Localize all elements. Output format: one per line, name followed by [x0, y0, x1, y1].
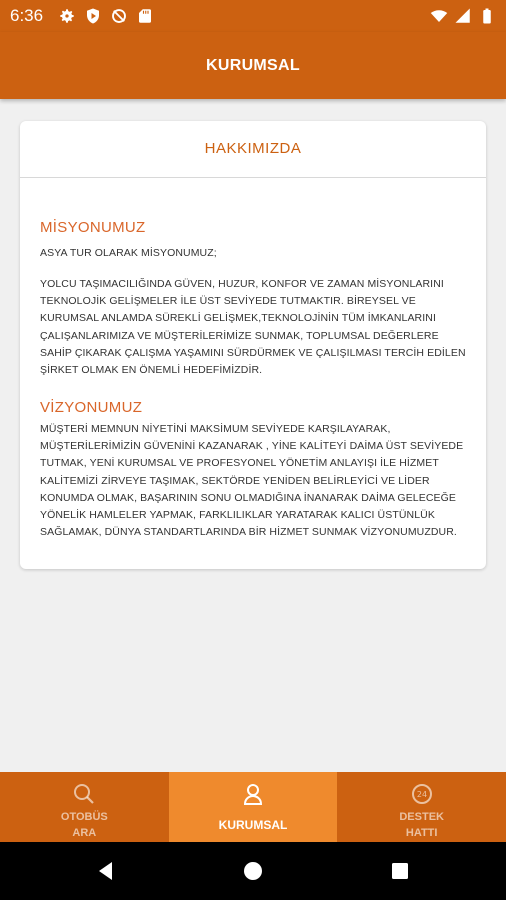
card-title: HAKKIMIZDA [20, 121, 486, 178]
page-title: KURUMSAL [206, 57, 300, 74]
tab-label: DESTEK HATTI [399, 811, 444, 839]
tab-destek-hatti[interactable] [337, 772, 506, 842]
bottom-nav [0, 772, 506, 842]
vision-title: VİZYONUMUZ [40, 399, 143, 416]
support-24-icon [410, 782, 434, 806]
battery-icon [478, 7, 496, 25]
recents-icon[interactable] [390, 861, 410, 881]
tab-kurumsal[interactable] [169, 772, 338, 842]
tab-otobus-ara[interactable] [0, 772, 169, 842]
play-protect-icon [84, 7, 102, 25]
status-time: 6:36 [10, 6, 44, 25]
wifi-icon [430, 7, 448, 25]
home-icon[interactable] [243, 861, 263, 881]
back-icon[interactable] [96, 861, 116, 881]
system-nav-bar [0, 842, 506, 900]
vision-body: MÜŞTERİ MEMNUN NİYETİNİ MAKSİMUM SEVİYEDE KARŞILAYARAK, MÜŞTERİLERİMİZİN GÜVENİNİ KAZANARAK , YİNE KALİTEYİ DAİMA ÜST SEVİYEDE TUTMAK, YENİ KURUMSAL VE PROFESYONEL YÖNETİM ANLAYIŞI İLE HİZMET KALİTEMİZİ ZİRVEYE TAŞIMAK, SEKTÖRDE YENİDEN BELİRLEYİCİ VE LİDER KONUMDA OLMAK, BAŞARININ SONU OLMADIĞINA İNANARAK DAİMA GELECEĞE YÖNELİK HAMLELER YAPMAK, FARKLILIKLAR YARATARAK KALICI ÜSTÜNLÜK SAĞLAMAK, DÜNYA STANDARTLARINDA BİR HİZMET SUNMAK VİZYONUMUZDUR. [40, 423, 464, 539]
search-icon [72, 782, 96, 806]
sd-card-icon [136, 7, 154, 25]
user-icon [241, 782, 265, 806]
cellular-signal-icon [454, 7, 472, 25]
settings-icon [58, 7, 76, 25]
mission-intro: ASYA TUR OLARAK MİSYONUMUZ; [40, 247, 217, 259]
app-bar [0, 32, 506, 99]
mission-body: YOLCU TAŞIMACILIĞINDA GÜVEN, HUZUR, KONFOR VE ZAMAN MİSYONLARINI TEKNOLOJİK GELİŞMELER İLE ÜST SEVİYEDE TUTMAKTIR. BİREYSEL VE KURUMSAL ANLAMDA SÜREKLİ GELİŞMEK,TEKNOLOJİNİN TÜM İMKANLARINI ÇALIŞANLARIMIZA VE MÜŞTERİLERİMİZE SUNMAK, TOPLUMSAL DEĞERLERE SAHİP ÇIKARAK ÇALIŞMA YAŞAMINI SÜRDÜRMEK VE ÇALIŞILMASI TERCİH EDİLEN ŞİRKET OLMAK EN ÖNEMLİ HEDEFİMİZDİR. [40, 278, 466, 377]
tab-label: OTOBÜS ARA [60, 811, 108, 839]
status-bar [0, 0, 506, 32]
mission-title: MİSYONUMUZ [40, 219, 146, 236]
svg-text:24: 24 [416, 790, 427, 799]
tab-label: KURUMSAL [218, 818, 288, 832]
no-sync-icon [110, 7, 128, 25]
about-card [20, 121, 486, 569]
